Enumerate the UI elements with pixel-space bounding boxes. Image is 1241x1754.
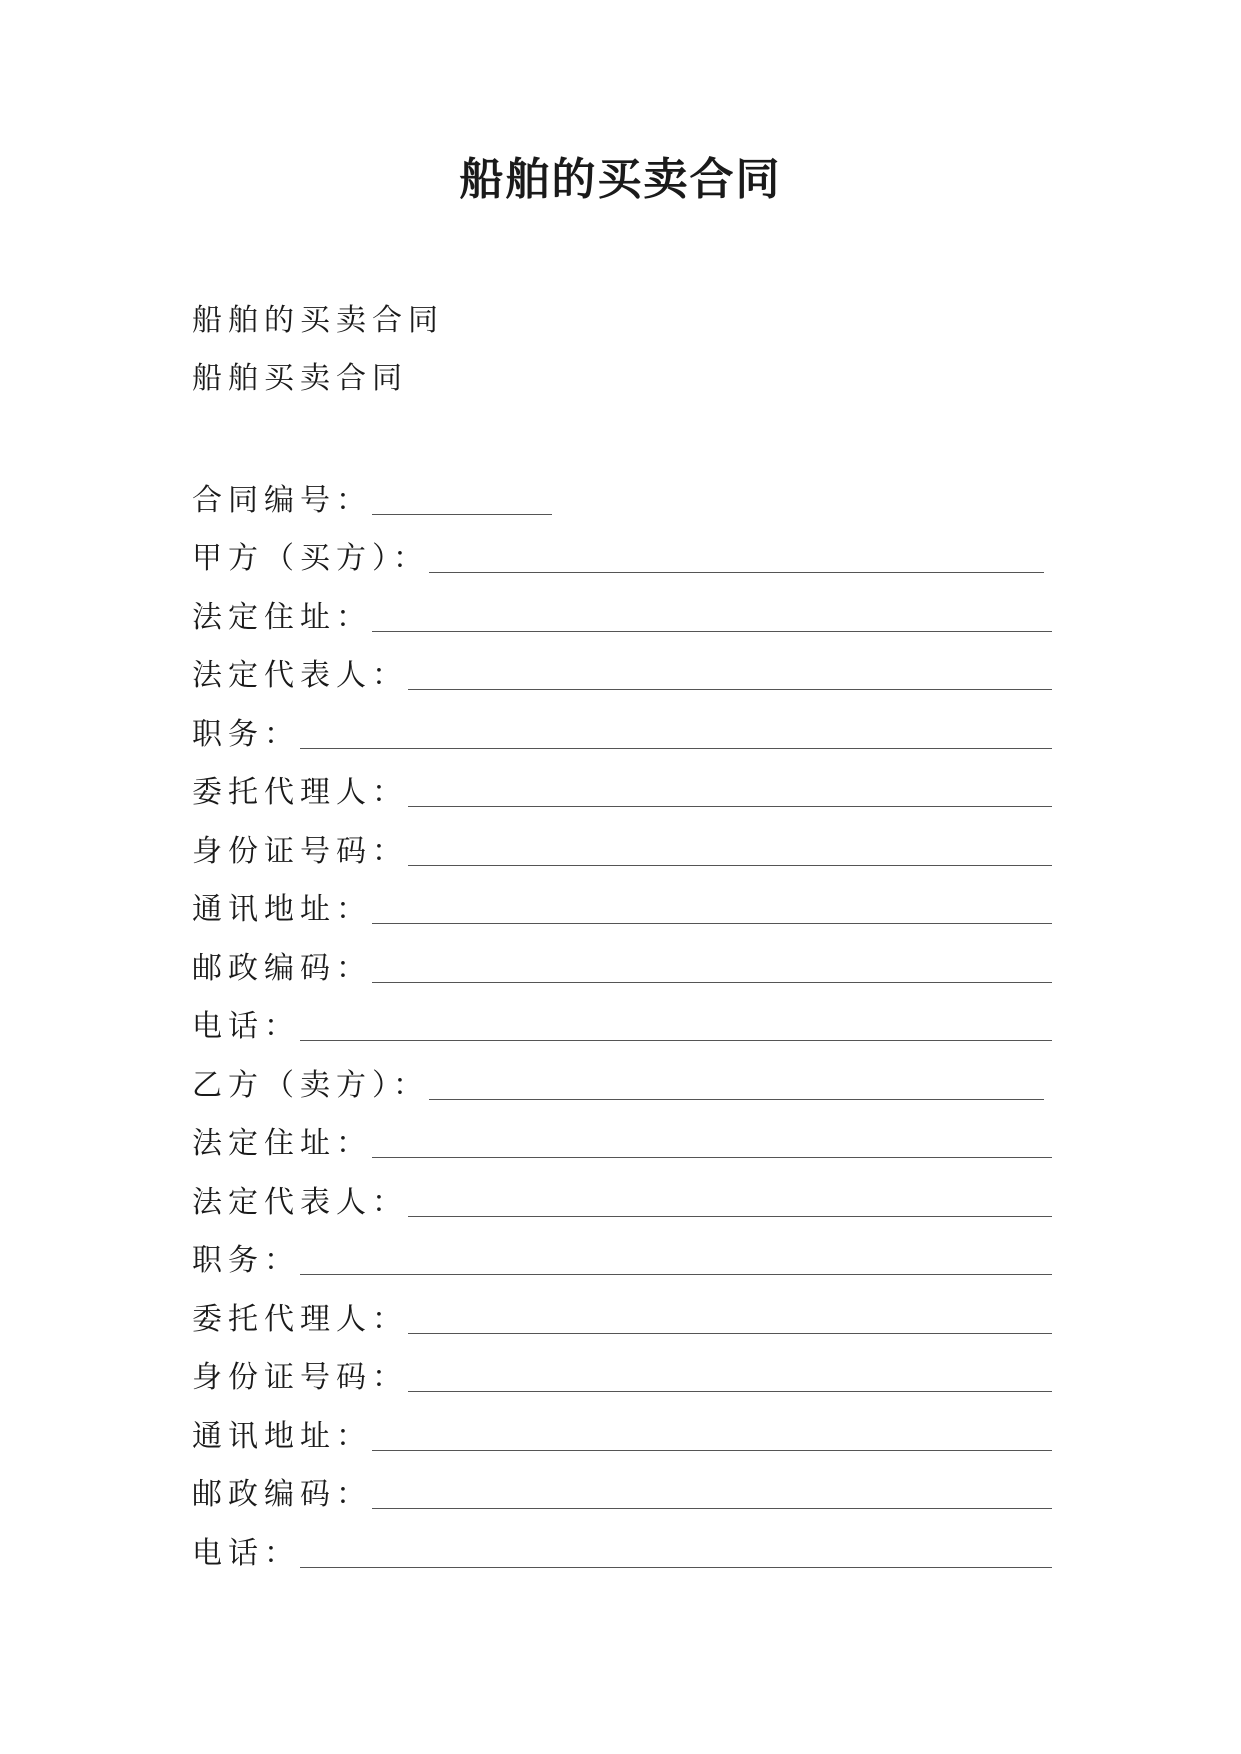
party-b-id-number-row	[192, 1346, 1052, 1405]
party-b-id-number-label: 身份证号码：	[192, 1360, 408, 1395]
party-a-position-row	[192, 702, 1052, 761]
party-b-legal-representative-label: 法定代表人：	[192, 1184, 408, 1220]
party-a-legal-address-row	[192, 585, 1052, 644]
party-b-authorized-agent-label: 委托代理人：	[192, 1301, 408, 1337]
document-title: 船舶的买卖合同	[459, 154, 782, 205]
intro-block	[192, 292, 1052, 408]
party-b-legal-representative-row	[192, 1170, 1052, 1229]
party-a-legal-representative-blank-line[interactable]	[408, 688, 1052, 690]
party-b-mailing-address-label: 通讯地址：	[192, 1418, 372, 1454]
party-b-position-label: 职务：	[192, 1243, 300, 1278]
party-a-legal-representative-label: 法定代表人：	[192, 658, 408, 693]
intro-line-contract-subtitle: 船舶买卖合同	[192, 361, 408, 396]
party-a-legal-address-blank-line[interactable]	[372, 630, 1052, 632]
intro-line-contract-name: 船舶的买卖合同	[192, 303, 444, 338]
party-a-postal-code-blank-line[interactable]	[372, 981, 1052, 983]
party-a-mailing-address-blank-line[interactable]	[372, 922, 1052, 924]
party-a-phone-row	[192, 995, 1052, 1054]
party-b-postal-code-label: 邮政编码：	[192, 1477, 372, 1512]
party-b-legal-representative-blank-line[interactable]	[408, 1215, 1052, 1217]
party-b-seller-blank-line[interactable]	[429, 1098, 1044, 1100]
party-b-id-number-blank-line[interactable]	[408, 1390, 1052, 1392]
party-a-postal-code-row	[192, 936, 1052, 995]
party-a-position-label: 职务：	[192, 716, 300, 752]
party-b-legal-address-label: 法定住址：	[192, 1126, 372, 1161]
party-b-legal-address-blank-line[interactable]	[372, 1156, 1052, 1158]
party-b-phone-label: 电话：	[192, 1535, 300, 1571]
party-a-authorized-agent-label: 委托代理人：	[192, 775, 408, 810]
party-b-phone-row	[192, 1521, 1052, 1580]
contract-number-blank-line[interactable]	[372, 513, 552, 515]
contract-number-label: 合同编号：	[192, 482, 372, 518]
party-b-position-blank-line[interactable]	[300, 1273, 1052, 1275]
party-a-id-number-label: 身份证号码：	[192, 833, 408, 869]
party-b-seller-label: 乙方（卖方）：	[192, 1067, 429, 1103]
party-a-mailing-address-row	[192, 878, 1052, 937]
party-b-position-row	[192, 1229, 1052, 1288]
party-a-mailing-address-label: 通讯地址：	[192, 892, 372, 927]
party-a-buyer-label: 甲方（买方）：	[192, 541, 429, 576]
party-a-id-number-row	[192, 819, 1052, 878]
party-a-legal-representative-row	[192, 644, 1052, 703]
party-a-id-number-blank-line[interactable]	[408, 864, 1052, 866]
contract-number-row	[192, 468, 1052, 527]
party-b-authorized-agent-blank-line[interactable]	[408, 1332, 1052, 1334]
party-b-postal-code-row	[192, 1463, 1052, 1522]
party-b-mailing-address-blank-line[interactable]	[372, 1449, 1052, 1451]
party-b-mailing-address-row	[192, 1404, 1052, 1463]
party-b-postal-code-blank-line[interactable]	[372, 1507, 1052, 1509]
party-a-buyer-row	[192, 527, 1052, 586]
party-a-phone-label: 电话：	[192, 1009, 300, 1044]
party-b-seller-row	[192, 1053, 1052, 1112]
party-a-phone-blank-line[interactable]	[300, 1039, 1052, 1041]
party-a-authorized-agent-row	[192, 761, 1052, 820]
party-a-position-blank-line[interactable]	[300, 747, 1052, 749]
party-b-phone-blank-line[interactable]	[300, 1566, 1052, 1568]
party-info-fields	[192, 468, 1052, 1580]
party-b-legal-address-row	[192, 1112, 1052, 1171]
party-a-postal-code-label: 邮政编码：	[192, 950, 372, 986]
party-a-legal-address-label: 法定住址：	[192, 599, 372, 635]
party-a-authorized-agent-blank-line[interactable]	[408, 805, 1052, 807]
party-b-authorized-agent-row	[192, 1287, 1052, 1346]
party-a-buyer-blank-line[interactable]	[429, 571, 1044, 573]
